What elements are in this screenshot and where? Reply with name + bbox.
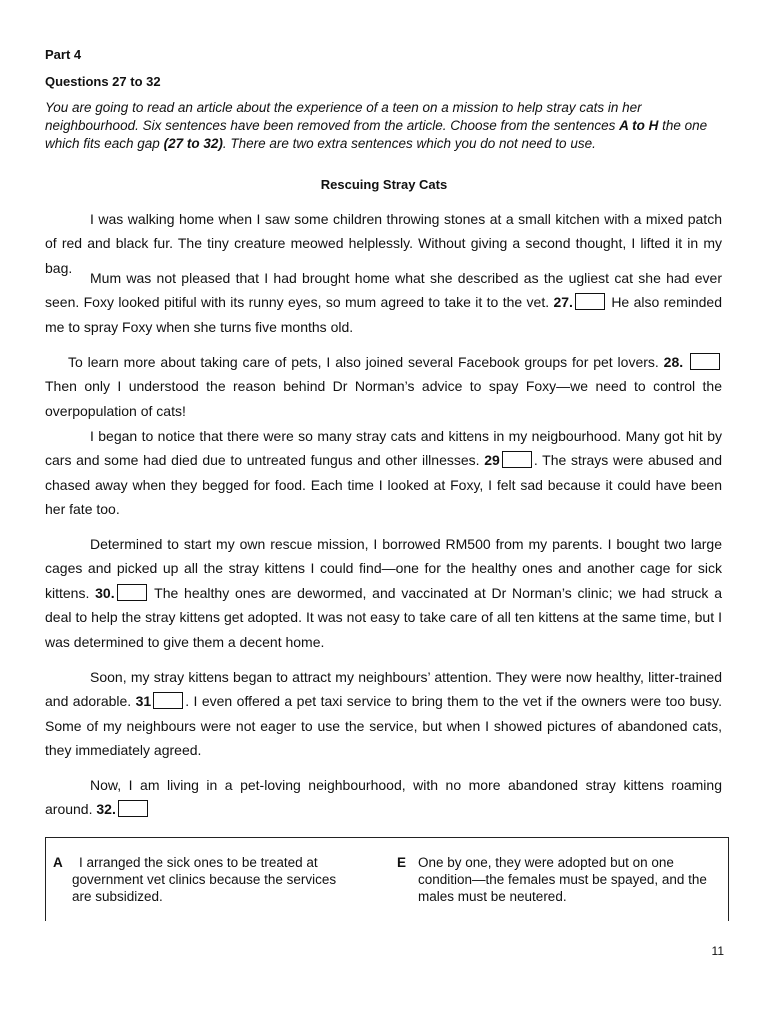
option-e-letter: E xyxy=(397,855,407,870)
option-e-text: One by one, they were adopted but on one condition—the females must be spayed, and the males must be neutered. xyxy=(418,855,707,904)
gap-28-number: 28. xyxy=(663,354,684,370)
gap-29-number: 29 xyxy=(484,452,500,469)
paragraph-2 xyxy=(45,266,722,339)
paragraph-4-text-a: I began to notice that there were so many stray cats and kittens in my neigbourhood. Many got hit by cars and some had died due to untreated fungus and other illnesses. xyxy=(45,428,722,469)
gap-27-answer-box[interactable] xyxy=(575,293,605,310)
part-heading: Part 4 xyxy=(45,47,82,62)
paragraph-2-text-b: He also reminded me to spray Foxy when she turns five months old. xyxy=(45,294,722,335)
instructions-text-2: the one which fits each gap xyxy=(45,118,708,151)
paragraph-3 xyxy=(45,350,722,423)
instructions-bold-2: (27 to 32) xyxy=(163,136,223,151)
gap-30-number: 30. xyxy=(95,584,115,601)
paragraph-5-text-a: Determined to start my own rescue mission, I borrowed RM500 from my parents. I bought two large cages and picked up all the stray kittens I could find—one for the healthy ones and another cage for sick kittens. xyxy=(45,536,722,601)
paragraph-6-text-b: . I even offered a pet taxi service to bring them to the vet if the owners were too busy. Some of my neighbours were not eager to use the service, but when I showed pictures of abandoned cats, they immediately agreed. xyxy=(45,693,722,759)
paragraph-4 xyxy=(45,424,722,522)
paragraph-4-text-b: . The strays were abused and chased away when they begged for food. Each time I looked at Foxy, I felt sad because it could have been her fate too. xyxy=(45,452,722,518)
paragraph-5 xyxy=(45,532,722,654)
paragraph-3-text-b: Then only I understood the reason behind Dr Norman’s advice to spay Foxy—we need to control the overpopulation of cats! xyxy=(45,378,722,419)
paragraph-7-text: Now, I am living in a pet-loving neighbourhood, with no more abandoned stray kittens roaming around. xyxy=(45,777,722,818)
options-box xyxy=(45,837,729,921)
paragraph-1: I was walking home when I saw some children throwing stones at a small kitchen with a mixed patch of red and black fur. The tiny creature meowed helplessly. Without giving a second thought, I lifted it in my bag. xyxy=(45,211,722,276)
questions-heading: Questions 27 to 32 xyxy=(45,74,161,89)
instructions-bold-1: A to H xyxy=(619,118,659,133)
instructions-text-1: You are going to read an article about the experience of a teen on a mission to help stray cats in her neighbourhood. Six sentences have been removed from the article. Choose from the sentences xyxy=(45,100,642,133)
paragraph-2-text-a: Mum was not pleased that I had brought home what she described as the ugliest cat she had ever seen. Foxy looked pitiful with its runny eyes, so mum agreed to take it to the vet. xyxy=(45,270,722,311)
option-a-text: I arranged the sick ones to be treated at government vet clinics because the services are subsidized. xyxy=(72,855,337,904)
option-e xyxy=(397,854,707,905)
gap-30-answer-box[interactable] xyxy=(117,584,147,601)
gap-32-number: 32. xyxy=(96,801,116,818)
option-a-letter: A xyxy=(53,855,63,870)
gap-27-number: 27. xyxy=(553,294,573,311)
gap-32-answer-box[interactable] xyxy=(118,800,148,817)
gap-29-answer-box[interactable] xyxy=(502,451,532,468)
instructions xyxy=(45,99,735,153)
paragraph-5-text-b: The healthy ones are dewormed, and vaccinated at Dr Norman’s clinic; we had struck a deal to help the stray kittens get adopted. It was not easy to take care of all ten kittens at the same time, but I was determined to give them a decent home. xyxy=(45,584,722,650)
option-a xyxy=(53,854,353,905)
paragraph-6 xyxy=(45,665,722,763)
gap-31-number: 31 xyxy=(135,693,152,710)
gap-28-answer-box[interactable] xyxy=(690,353,720,370)
article-title: Rescuing Stray Cats xyxy=(320,177,448,192)
gap-31-answer-box[interactable] xyxy=(153,692,183,709)
paragraph-3-text-a: To learn more about taking care of pets, I also joined several Facebook groups for pet lovers. xyxy=(68,354,664,370)
paragraph-7 xyxy=(45,773,722,822)
paragraph-6-text-a: Soon, my stray kittens began to attract my neighbours’ attention. They were now healthy, litter-trained and adorable. xyxy=(45,669,722,710)
page-number: 11 xyxy=(711,944,724,958)
instructions-text-3: . There are two extra sentences which you do not need to use. xyxy=(222,136,596,151)
